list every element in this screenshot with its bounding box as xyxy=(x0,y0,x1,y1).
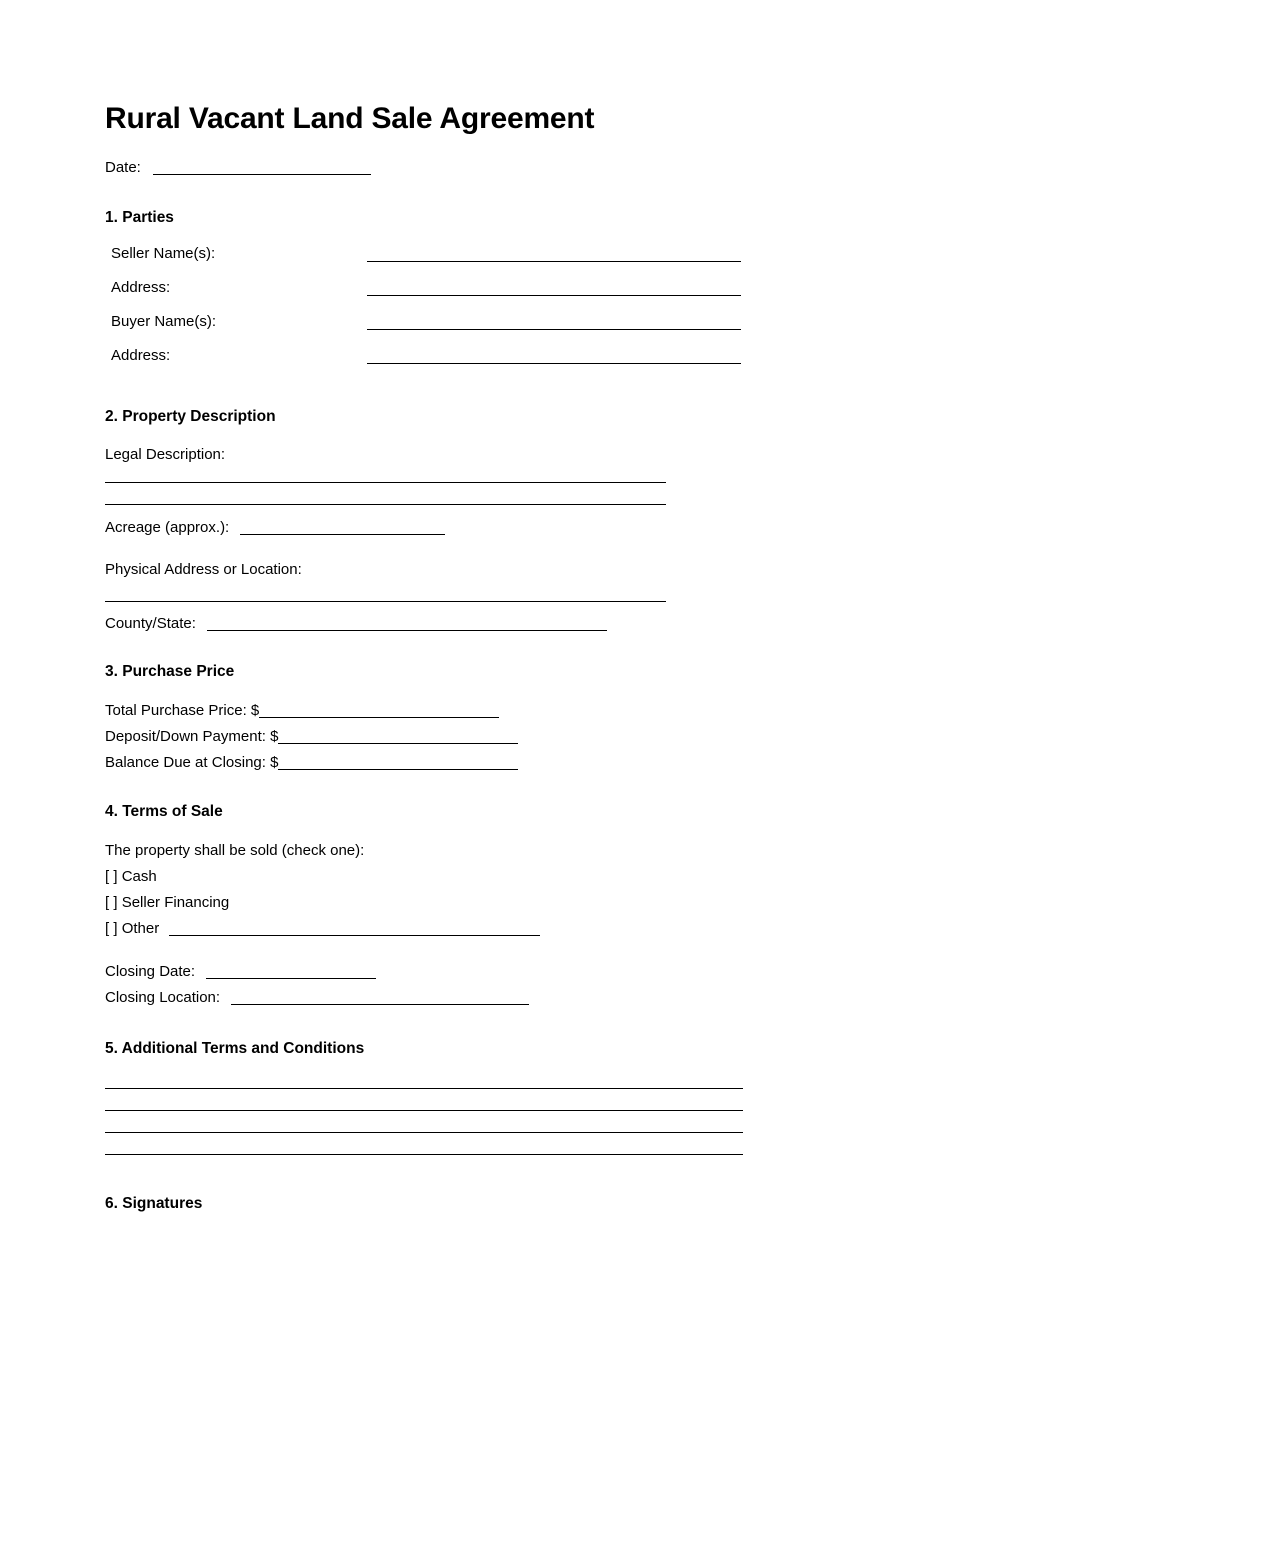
page-title: Rural Vacant Land Sale Agreement xyxy=(105,102,595,135)
county-state-row xyxy=(105,614,1105,634)
deposit-down-payment-row xyxy=(105,727,1105,747)
county-state-blank-line[interactable] xyxy=(207,630,607,631)
deposit-down-payment-blank-line[interactable] xyxy=(278,743,518,744)
seller-name-row xyxy=(105,244,1105,278)
physical-address-blank-line[interactable] xyxy=(105,601,666,602)
closing-date-row xyxy=(105,962,1105,982)
terms-of-sale-instruction: The property shall be sold (check one): xyxy=(105,842,365,859)
option-cash-row[interactable] xyxy=(105,867,1105,887)
date-blank-line[interactable] xyxy=(153,174,371,175)
option-other-row[interactable] xyxy=(105,919,1105,939)
date-label: Date: xyxy=(105,159,141,176)
buyer-address-label: Address: xyxy=(111,347,171,364)
additional-terms-blank-line[interactable] xyxy=(105,1132,743,1133)
balance-due-label: Balance Due at Closing: $ xyxy=(105,754,279,771)
section-heading-signatures: 6. Signatures xyxy=(105,1195,203,1212)
closing-location-row xyxy=(105,988,1105,1008)
checkbox-icon[interactable]: [ ] xyxy=(105,868,118,885)
date-field-row xyxy=(105,158,1105,178)
buyer-name-row xyxy=(105,312,1105,346)
legal-description-blank-lines xyxy=(105,482,1105,505)
acreage-label: Acreage (approx.): xyxy=(105,519,230,536)
checkbox-icon[interactable]: [ ] xyxy=(105,894,118,911)
seller-address-label: Address: xyxy=(111,279,171,296)
section-heading-property-description: 2. Property Description xyxy=(105,408,276,425)
checkbox-icon[interactable]: [ ] xyxy=(105,920,118,937)
buyer-address-row xyxy=(105,346,1105,380)
option-other-blank-line[interactable] xyxy=(169,935,540,936)
parties-fields xyxy=(105,244,1105,380)
option-seller-financing-row[interactable] xyxy=(105,893,1105,913)
terms-of-sale-options xyxy=(105,867,1105,939)
total-purchase-price-label: Total Purchase Price: $ xyxy=(105,702,260,719)
seller-name-blank-line[interactable] xyxy=(367,261,741,262)
additional-terms-blank-line[interactable] xyxy=(105,1110,743,1111)
closing-fields xyxy=(105,962,1105,1008)
purchase-price-fields xyxy=(105,701,1105,773)
total-purchase-price-blank-line[interactable] xyxy=(259,717,499,718)
legal-description-blank-line[interactable] xyxy=(105,482,666,483)
section-heading-additional-terms: 5. Additional Terms and Conditions xyxy=(105,1040,365,1057)
deposit-down-payment-label: Deposit/Down Payment: $ xyxy=(105,728,279,745)
closing-location-blank-line[interactable] xyxy=(231,1004,529,1005)
physical-address-label: Physical Address or Location: xyxy=(105,561,302,578)
seller-name-label: Seller Name(s): xyxy=(111,245,216,262)
section-heading-purchase-price: 3. Purchase Price xyxy=(105,663,235,680)
option-cash-label: Cash xyxy=(121,868,157,885)
balance-due-row xyxy=(105,753,1105,773)
acreage-blank-line[interactable] xyxy=(240,534,445,535)
buyer-name-label: Buyer Name(s): xyxy=(111,313,217,330)
county-state-label: County/State: xyxy=(105,615,196,632)
buyer-address-blank-line[interactable] xyxy=(367,363,741,364)
option-other-label: Other xyxy=(121,920,160,937)
total-purchase-price-row xyxy=(105,701,1105,721)
additional-terms-blank-lines xyxy=(105,1088,1105,1155)
closing-date-label: Closing Date: xyxy=(105,963,196,980)
section-heading-parties: 1. Parties xyxy=(105,209,174,226)
additional-terms-blank-line[interactable] xyxy=(105,1154,743,1155)
seller-address-blank-line[interactable] xyxy=(367,295,741,296)
legal-description-label: Legal Description: xyxy=(105,446,226,463)
option-seller-financing-label: Seller Financing xyxy=(121,894,230,911)
buyer-name-blank-line[interactable] xyxy=(367,329,741,330)
agreement-body xyxy=(105,100,1105,1214)
section-heading-terms-of-sale: 4. Terms of Sale xyxy=(105,803,223,820)
closing-location-label: Closing Location: xyxy=(105,989,221,1006)
acreage-row xyxy=(105,518,1105,538)
seller-address-row xyxy=(105,278,1105,312)
legal-description-blank-line[interactable] xyxy=(105,504,666,505)
additional-terms-blank-line[interactable] xyxy=(105,1088,743,1089)
balance-due-blank-line[interactable] xyxy=(278,769,518,770)
closing-date-blank-line[interactable] xyxy=(206,978,376,979)
